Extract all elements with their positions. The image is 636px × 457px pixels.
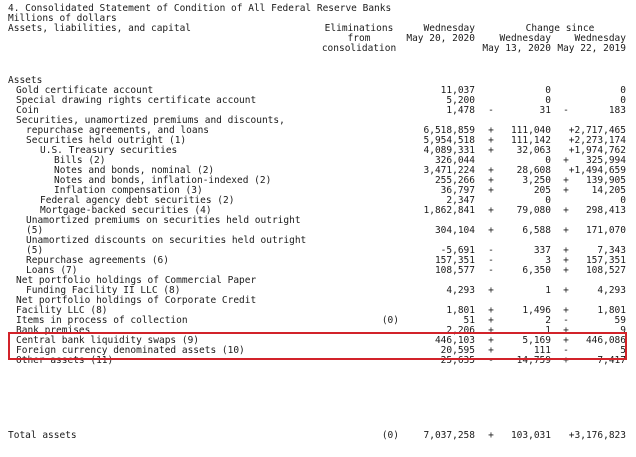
row-value: 5,954,518 [423,135,475,146]
row-change-year-sign: + [563,245,569,256]
row-change-week: 103,031 [510,430,551,441]
row-change-week-sign: - [488,265,494,276]
row-change-week-sign: + [488,125,494,136]
row-change-week: 205 [533,185,551,196]
row-change-year-sign: + [563,205,569,216]
row-label: Coin [16,105,39,116]
row-change-year: 14,205 [591,185,626,196]
row-change-year-sign: + [563,285,569,296]
row-value: 4,293 [446,285,475,296]
row-label: Securities, unamortized premiums and discounts, [16,115,285,126]
row-label: Special drawing rights certificate account [16,95,257,106]
row-label: Inflation compensation (3) [54,185,203,196]
row-change-week-sign: + [488,305,494,316]
row-change-week-sign: + [488,145,494,156]
header-eliminations-consolidation: consolidation [321,43,397,54]
row-label: Unamortized discounts on securities held outright [26,235,307,246]
row-change-year: 9 [620,325,626,336]
row-label: Net portfolio holdings of Commercial Paper [16,275,257,286]
header-change-since: Change since [525,23,595,34]
row-change-week-sign: + [488,345,494,356]
row-change-year: +1,494,659 [568,165,626,176]
row-label: Repurchase agreements (6) [26,255,169,266]
row-change-week-sign: + [488,135,494,146]
units-label: Millions of dollars [8,13,117,24]
header-wednesday: Wednesday [423,23,475,34]
row-change-year: 0 [620,195,626,206]
row-change-week: 31 [539,105,551,116]
document-title: 4. Consolidated Statement of Condition of All Federal Reserve Banks [8,3,392,14]
row-change-year: 4,293 [597,285,626,296]
row-change-year-sign: + [563,175,569,186]
row-change-week: 337 [533,245,551,256]
row-change-week: 0 [545,155,551,166]
row-change-week: 111,040 [510,125,551,136]
row-value: 1,478 [446,105,475,116]
row-change-year: 1,801 [597,305,626,316]
row-change-year: +1,974,762 [568,145,626,156]
row-change-year-sign: + [563,325,569,336]
row-change-week-sign: + [488,225,494,236]
row-change-year: 446,086 [585,335,626,346]
row-value: 6,518,859 [423,125,475,136]
row-label: Federal agency debt securities (2) [40,195,235,206]
row-change-year-sign: + [563,255,569,266]
row-label: Notes and bonds, inflation-indexed (2) [54,175,272,186]
row-change-year: 183 [608,105,626,116]
row-label: Unamortized premiums on securities held outright [26,215,301,226]
row-label: U.S. Treasury securities [40,145,178,156]
row-change-year-sign: - [563,105,569,116]
row-change-year-sign: + [563,305,569,316]
header-wednesday-date: May 20, 2020 [406,33,475,44]
row-change-year-sign: + [563,335,569,346]
header-eliminations-from: from [347,33,371,44]
row-value: 446,103 [434,335,475,346]
row-label: Loans (7) [26,265,78,276]
row-change-year: 108,527 [585,265,626,276]
row-change-year: 7,417 [597,355,626,366]
row-change-year-sign: + [563,155,569,166]
row-label: Notes and bonds, nominal (2) [54,165,215,176]
row-label: Total assets [8,430,77,441]
row-change-week-sign: - [488,255,494,266]
row-value: 20,595 [440,345,475,356]
row-value: 5,200 [446,95,475,106]
row-label: Gold certificate account [16,85,154,96]
row-change-week: 3 [545,255,551,266]
row-label: Bank premises [16,325,91,336]
row-change-week: 0 [545,195,551,206]
row-elimination: (0) [381,315,399,326]
row-value: 7,037,258 [423,430,475,441]
row-value: 255,266 [434,175,475,186]
row-change-year-sign: + [563,185,569,196]
row-label: Other assets (11) [16,355,114,366]
row-label: Facility LLC (8) [16,305,108,316]
row-label: Funding Facility II LLC (8) [26,285,181,296]
row-change-year: 7,343 [597,245,626,256]
row-change-week-sign: - [488,105,494,116]
row-change-year-sign: + [563,265,569,276]
row-change-week: 28,608 [516,165,551,176]
row-change-week: 0 [545,85,551,96]
column-header-label: Assets, liabilities, and capital [8,23,192,34]
row-value: 326,044 [434,155,475,166]
row-change-week-sign: + [488,315,494,326]
row-label: (5) [26,225,44,236]
row-label: Central bank liquidity swaps (9) [16,335,200,346]
row-change-year-sign: + [563,355,569,366]
row-change-week-sign: + [488,335,494,346]
row-change-week: 0 [545,95,551,106]
row-label: Net portfolio holdings of Corporate Credit [16,295,257,306]
row-label: Items in process of collection [16,315,188,326]
row-change-week: 32,063 [516,145,551,156]
row-change-year: +2,717,465 [568,125,626,136]
row-value: 25,635 [440,355,475,366]
row-change-year-sign: + [563,225,569,236]
header-eliminations: Eliminations [324,23,394,34]
row-change-year: 5 [620,345,626,356]
row-change-week-sign: + [488,165,494,176]
row-value: 2,347 [446,195,475,206]
row-change-year: +3,176,823 [568,430,626,441]
highlight-box [8,332,627,360]
row-change-year: 0 [620,95,626,106]
row-change-week: 1 [545,325,551,336]
row-change-year-sign: - [563,345,569,356]
row-change-week: 6,350 [522,265,551,276]
row-change-week: 5,169 [522,335,551,346]
row-change-week-sign: + [488,430,494,441]
row-label: repurchase agreements, and loans [26,125,210,136]
row-change-year: 139,905 [585,175,626,186]
row-change-year: 325,994 [585,155,626,166]
header-change-year-date: May 22, 2019 [557,43,626,54]
row-value: 4,089,331 [423,145,475,156]
row-value: 3,471,224 [423,165,475,176]
row-change-year: +2,273,174 [568,135,626,146]
row-change-week-sign: + [488,185,494,196]
row-value: 51 [463,315,475,326]
row-value: 36,797 [440,185,475,196]
header-change-year: Wednesday [574,33,626,44]
row-value: 1,862,841 [423,205,475,216]
row-label: Foreign currency denominated assets (10) [16,345,245,356]
row-change-week-sign: - [488,355,494,366]
row-label: (5) [26,245,44,256]
row-change-week: 3,250 [522,175,551,186]
row-change-year: 298,413 [585,205,626,216]
row-value: 1,801 [446,305,475,316]
row-change-week: 111 [533,345,551,356]
row-value: 304,104 [434,225,475,236]
row-change-week-sign: + [488,285,494,296]
row-change-week: 6,588 [522,225,551,236]
row-change-week-sign: - [488,245,494,256]
header-change-week: Wednesday [499,33,551,44]
row-value: 108,577 [434,265,475,276]
row-change-year: 157,351 [585,255,626,266]
row-change-year: 59 [614,315,626,326]
header-change-week-date: May 13, 2020 [482,43,551,54]
row-value: -5,691 [440,245,475,256]
row-change-week: 1 [545,285,551,296]
row-elimination: (0) [381,430,399,441]
row-label: Securities held outright (1) [26,135,187,146]
row-change-week: 1,496 [522,305,551,316]
row-change-week: 111,142 [510,135,551,146]
row-change-week-sign: + [488,325,494,336]
row-change-week: 14,759 [516,355,551,366]
row-change-year: 0 [620,85,626,96]
section-assets: Assets [8,75,43,86]
row-value: 157,351 [434,255,475,266]
row-change-year: 171,070 [585,225,626,236]
row-value: 11,037 [440,85,475,96]
row-value: 2,206 [446,325,475,336]
row-change-week-sign: + [488,205,494,216]
row-change-week-sign: + [488,175,494,186]
row-change-week: 2 [545,315,551,326]
row-change-year-sign: - [563,315,569,326]
row-label: Bills (2) [54,155,106,166]
row-label: Mortgage-backed securities (4) [40,205,212,216]
row-change-week: 79,080 [516,205,551,216]
